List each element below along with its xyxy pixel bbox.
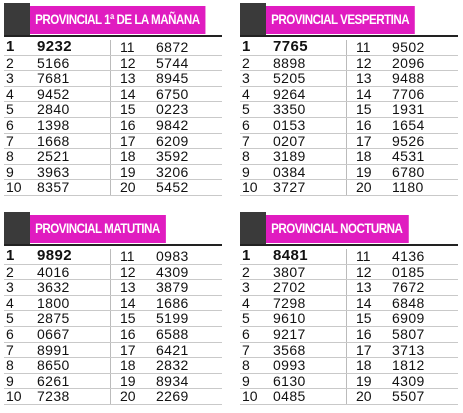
result-position: 11	[356, 39, 371, 55]
header-rule	[240, 244, 458, 246]
table-row	[4, 343, 222, 359]
result-position: 3	[6, 279, 14, 296]
result-position: 17	[356, 341, 372, 358]
result-number: 1800	[37, 294, 70, 311]
result-number: 1654	[392, 116, 425, 133]
result-position: 4	[6, 294, 14, 311]
result-position: 7	[6, 132, 14, 149]
result-number: 1812	[392, 357, 425, 374]
result-position: 10	[242, 179, 258, 196]
result-position: 17	[120, 132, 136, 149]
result-position: 9	[242, 163, 250, 180]
result-number: 9264	[273, 85, 306, 102]
panel-header	[4, 212, 222, 246]
table-row	[4, 118, 222, 134]
result-number: 7681	[37, 70, 70, 87]
result-position: 11	[120, 248, 135, 264]
result-position: 3	[242, 70, 250, 87]
result-position: 16	[356, 116, 372, 133]
result-number: 4016	[37, 263, 70, 280]
results-table	[240, 249, 458, 405]
result-position: 6	[242, 116, 250, 133]
result-number: 3189	[273, 148, 306, 165]
result-position: 17	[120, 341, 136, 358]
header-rule	[240, 35, 458, 37]
result-position: 4	[242, 294, 250, 311]
table-row	[240, 389, 458, 405]
result-position: 9	[242, 372, 250, 389]
panel-header	[240, 3, 458, 37]
header-tab-block	[4, 212, 30, 246]
table-row	[4, 249, 222, 265]
result-position: 18	[356, 148, 372, 165]
result-position: 15	[356, 310, 372, 327]
table-row	[240, 165, 458, 181]
result-position: 4	[6, 85, 14, 102]
result-position: 14	[120, 85, 136, 102]
panel-provincial-primera-manana	[4, 3, 222, 196]
result-number: 3727	[273, 179, 306, 196]
result-number: 1686	[156, 294, 189, 311]
result-number: 0485	[273, 388, 306, 405]
result-number: 1398	[37, 116, 70, 133]
result-number: 1668	[37, 132, 70, 149]
table-row	[4, 149, 222, 165]
table-row	[240, 280, 458, 296]
result-position: 16	[120, 325, 136, 342]
result-number: 8934	[156, 372, 189, 389]
result-position: 8	[6, 357, 14, 374]
result-number: 7706	[392, 85, 425, 102]
table-row	[4, 180, 222, 196]
result-position: 15	[120, 310, 136, 327]
table-row	[4, 311, 222, 327]
result-position: 19	[356, 372, 372, 389]
result-number: 3713	[392, 341, 425, 358]
result-position: 12	[120, 263, 136, 280]
result-position: 20	[356, 179, 372, 196]
result-position: 1	[242, 247, 251, 264]
result-number: 8650	[37, 357, 70, 374]
table-row	[4, 327, 222, 343]
result-position: 9	[6, 372, 14, 389]
result-position: 2	[242, 54, 250, 71]
table-row	[240, 374, 458, 390]
result-position: 5	[6, 310, 14, 327]
result-position: 10	[242, 388, 258, 405]
table-row	[4, 102, 222, 118]
header-rule	[4, 35, 222, 37]
result-number: 9488	[392, 70, 425, 87]
result-position: 18	[120, 357, 136, 374]
result-number: 5166	[37, 54, 70, 71]
result-number: 9217	[273, 325, 306, 342]
result-number: 1931	[392, 101, 425, 118]
result-position: 2	[6, 263, 14, 280]
table-row	[240, 102, 458, 118]
result-position: 6	[242, 325, 250, 342]
result-number: 6209	[156, 132, 189, 149]
header-tab-block	[240, 3, 266, 37]
panel-title: PROVINCIAL 1ª DE LA MAÑANA	[30, 6, 206, 34]
result-position: 10	[6, 179, 22, 196]
table-row	[240, 118, 458, 134]
result-position: 14	[356, 85, 372, 102]
result-number: 9452	[37, 85, 70, 102]
result-number: 8945	[156, 70, 189, 87]
result-number: 1180	[392, 179, 424, 196]
result-position: 5	[242, 101, 250, 118]
result-position: 18	[356, 357, 372, 374]
table-row	[4, 71, 222, 87]
result-number: 7765	[273, 38, 308, 55]
table-row	[4, 56, 222, 72]
result-number: 2832	[156, 357, 189, 374]
table-row	[240, 149, 458, 165]
table-row	[4, 165, 222, 181]
result-number: 0153	[273, 116, 306, 133]
result-number: 3632	[37, 279, 70, 296]
result-position: 1	[242, 38, 251, 55]
result-position: 2	[6, 54, 14, 71]
result-position: 13	[356, 279, 372, 296]
result-number: 0993	[273, 357, 306, 374]
table-row	[240, 180, 458, 196]
result-number: 5205	[273, 70, 306, 87]
result-number: 6261	[37, 372, 70, 389]
result-position: 5	[242, 310, 250, 327]
result-number: 8357	[37, 179, 70, 196]
result-number: 3350	[273, 101, 306, 118]
result-number: 3807	[273, 263, 306, 280]
header-rule	[4, 244, 222, 246]
result-number: 9892	[37, 247, 72, 264]
result-position: 12	[120, 54, 136, 71]
result-number: 3879	[156, 279, 189, 296]
header-tab-block	[240, 212, 266, 246]
result-number: 5199	[156, 310, 189, 327]
result-position: 9	[6, 163, 14, 180]
result-number: 0223	[156, 101, 189, 118]
result-number: 8481	[273, 247, 308, 264]
result-position: 10	[6, 388, 22, 405]
result-number: 2840	[37, 101, 70, 118]
result-position: 13	[120, 70, 136, 87]
result-number: 4136	[392, 248, 425, 264]
result-number: 6848	[392, 294, 425, 311]
result-position: 5	[6, 101, 14, 118]
results-table	[4, 40, 222, 196]
result-position: 1	[6, 247, 15, 264]
panel-provincial-vespertina	[240, 3, 458, 196]
result-number: 5807	[392, 325, 425, 342]
result-number: 3592	[156, 148, 189, 165]
table-row	[240, 134, 458, 150]
result-position: 20	[120, 179, 136, 196]
result-position: 13	[120, 279, 136, 296]
result-position: 3	[6, 70, 14, 87]
result-position: 13	[356, 70, 372, 87]
result-number: 8991	[37, 341, 70, 358]
table-row	[240, 265, 458, 281]
table-row	[240, 71, 458, 87]
result-number: 6909	[392, 310, 425, 327]
panel-title: PROVINCIAL VESPERTINA	[266, 6, 415, 34]
result-number: 7672	[392, 279, 425, 296]
panel-title: PROVINCIAL MATUTINA	[30, 215, 166, 243]
result-number: 7238	[37, 388, 70, 405]
table-row	[240, 56, 458, 72]
result-number: 9232	[37, 38, 72, 55]
table-row	[4, 389, 222, 405]
result-position: 14	[356, 294, 372, 311]
table-row	[4, 87, 222, 103]
result-number: 3568	[273, 341, 306, 358]
result-position: 14	[120, 294, 136, 311]
result-position: 6	[6, 116, 14, 133]
results-table	[240, 40, 458, 196]
result-number: 0384	[273, 163, 306, 180]
result-position: 12	[356, 263, 372, 280]
result-position: 15	[356, 101, 372, 118]
table-row	[4, 134, 222, 150]
result-number: 2096	[392, 54, 425, 71]
result-number: 7298	[273, 294, 306, 311]
table-row	[240, 311, 458, 327]
result-number: 3963	[37, 163, 70, 180]
result-position: 19	[120, 163, 136, 180]
result-position: 6	[6, 325, 14, 342]
result-position: 3	[242, 279, 250, 296]
result-position: 15	[120, 101, 136, 118]
result-number: 9526	[392, 132, 425, 149]
result-number: 6872	[156, 39, 189, 55]
result-position: 8	[6, 148, 14, 165]
result-number: 4309	[392, 372, 425, 389]
table-row	[4, 40, 222, 56]
panel-title: PROVINCIAL NOCTURNA	[266, 215, 408, 243]
table-row	[240, 327, 458, 343]
result-number: 5744	[156, 54, 189, 71]
result-number: 0207	[273, 132, 306, 149]
result-number: 2702	[273, 279, 306, 296]
result-number: 6780	[392, 163, 425, 180]
table-row	[4, 280, 222, 296]
table-row	[4, 358, 222, 374]
panel-header	[4, 3, 222, 37]
results-table	[4, 249, 222, 405]
result-position: 7	[242, 132, 250, 149]
result-number: 6130	[273, 372, 306, 389]
result-position: 11	[356, 248, 371, 264]
result-number: 0983	[156, 248, 189, 264]
result-position: 8	[242, 357, 250, 374]
result-position: 18	[120, 148, 136, 165]
result-number: 4309	[156, 263, 189, 280]
result-position: 11	[120, 39, 135, 55]
table-row	[240, 358, 458, 374]
result-number: 6421	[156, 341, 189, 358]
result-number: 6588	[156, 325, 189, 342]
result-number: 4531	[392, 148, 425, 165]
result-number: 5507	[392, 388, 425, 405]
header-tab-block	[4, 3, 30, 37]
result-position: 7	[6, 341, 14, 358]
result-number: 8898	[273, 54, 306, 71]
table-row	[240, 87, 458, 103]
result-number: 2269	[156, 388, 189, 405]
table-row	[4, 265, 222, 281]
result-position: 17	[356, 132, 372, 149]
result-position: 19	[356, 163, 372, 180]
result-number: 6750	[156, 85, 189, 102]
result-number: 0667	[37, 325, 70, 342]
result-position: 1	[6, 38, 15, 55]
result-number: 9502	[392, 39, 425, 55]
table-row	[240, 343, 458, 359]
result-number: 9610	[273, 310, 306, 327]
result-position: 16	[120, 116, 136, 133]
result-number: 2521	[37, 148, 70, 165]
result-position: 20	[120, 388, 136, 405]
result-number: 9842	[156, 116, 189, 133]
panel-header	[240, 212, 458, 246]
table-row	[4, 374, 222, 390]
result-position: 8	[242, 148, 250, 165]
result-position: 20	[356, 388, 372, 405]
result-position: 7	[242, 341, 250, 358]
result-position: 2	[242, 263, 250, 280]
result-number: 0185	[392, 263, 425, 280]
result-number: 2875	[37, 310, 70, 327]
table-row	[240, 40, 458, 56]
panel-provincial-matutina	[4, 212, 222, 405]
result-position: 16	[356, 325, 372, 342]
result-position: 4	[242, 85, 250, 102]
result-number: 5452	[156, 179, 189, 196]
result-position: 12	[356, 54, 372, 71]
result-position: 19	[120, 372, 136, 389]
table-row	[4, 296, 222, 312]
panel-provincial-nocturna	[240, 212, 458, 405]
result-number: 3206	[156, 163, 189, 180]
table-row	[240, 296, 458, 312]
table-row	[240, 249, 458, 265]
